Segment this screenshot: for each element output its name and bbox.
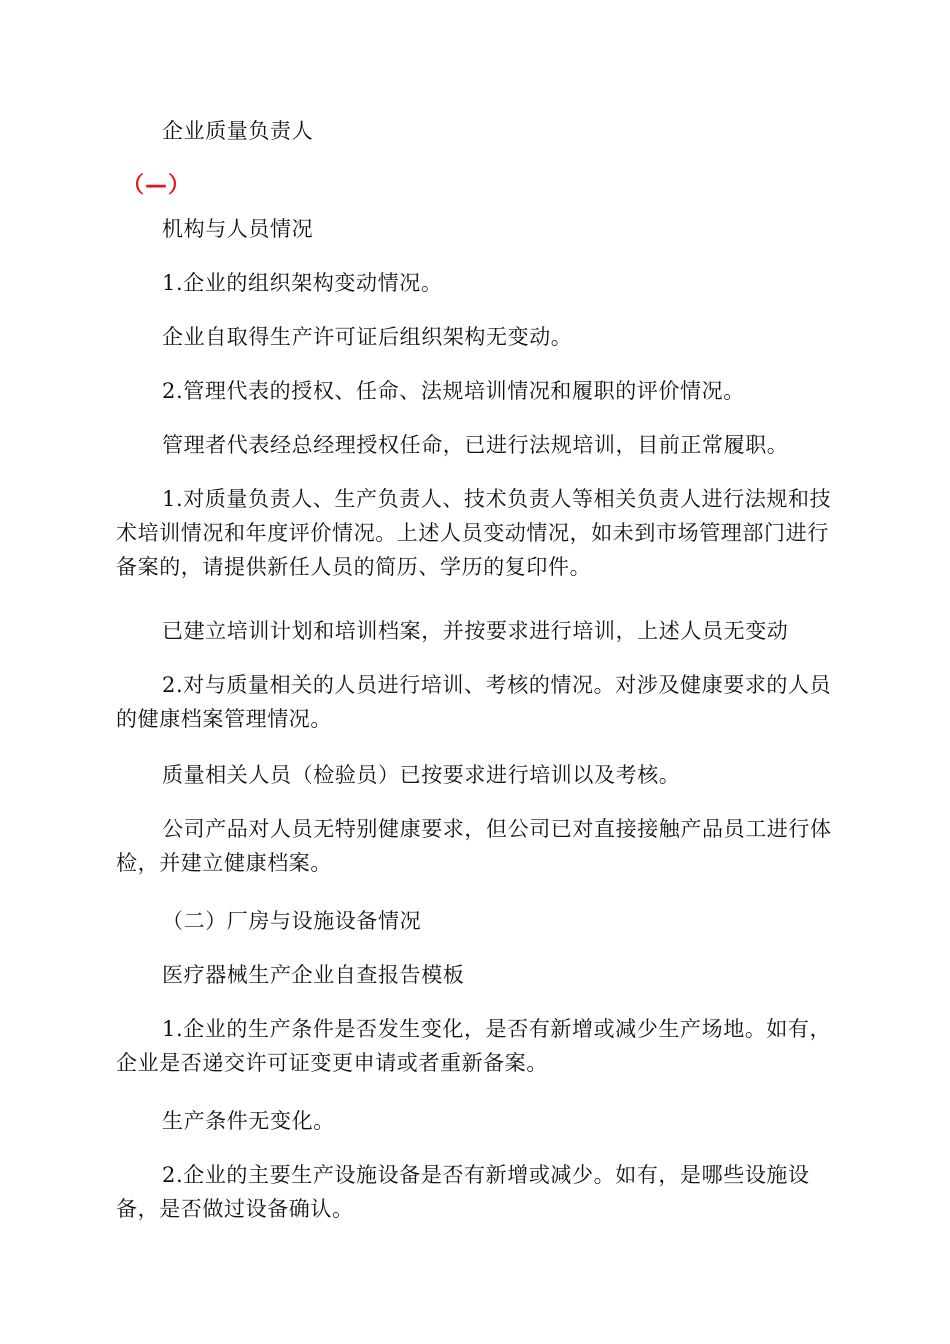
paragraph-item-1-conditions: 1.企业的生产条件是否发生变化，是否有新增或减少生产场地。如有，企业是否递交许可证变更申请或者重新备案。 [116,1017,832,1075]
paragraph-training-answer: 已建立培训计划和培训档案，并按要求进行培训，上述人员无变动 [162,619,789,643]
paragraph-conditions-answer: 生产条件无变化。 [162,1109,335,1133]
paragraph-template-title: 医疗器械生产企业自查报告模板 [162,963,465,987]
paragraph-org-personnel: 机构与人员情况 [162,217,314,241]
paragraph-health-answer: 公司产品对人员无特别健康要求，但公司已对直接接触产品员工进行体检，并建立健康档案。 [116,817,832,875]
paragraph-quality-responsible: 企业质量负责人 [162,119,314,143]
paragraph-org-answer: 企业自取得生产许可证后组织架构无变动。 [162,325,573,349]
section-heading-one: （—） [122,173,192,198]
paragraph-item-2-quality-staff: 2.对与质量相关的人员进行培训、考核的情况。对涉及健康要求的人员的健康档案管理情况。 [116,673,832,731]
paragraph-inspector-answer: 质量相关人员（检验员）已按要求进行培训以及考核。 [162,763,681,787]
paragraph-rep-answer: 管理者代表经总经理授权任命，已进行法规培训，目前正常履职。 [162,433,789,457]
paragraph-item-1-training: 1.对质量负责人、生产负责人、技术负责人等相关负责人进行法规和技术培训情况和年度评价情况。上述人员变动情况，如未到市场管理部门进行备案的，请提供新任人员的简历、学历的复印件。 [116,487,832,579]
section-heading-two: （二）厂房与设施设备情况 [162,909,422,933]
paragraph-item-2-rep: 2.管理代表的授权、任命、法规培训情况和履职的评价情况。 [162,379,745,403]
paragraph-item-1-org: 1.企业的组织架构变动情况。 [162,271,443,295]
paragraph-item-2-equipment: 2.企业的主要生产设施设备是否有新增或减少。如有，是哪些设施设备，是否做过设备确认。 [116,1163,810,1221]
